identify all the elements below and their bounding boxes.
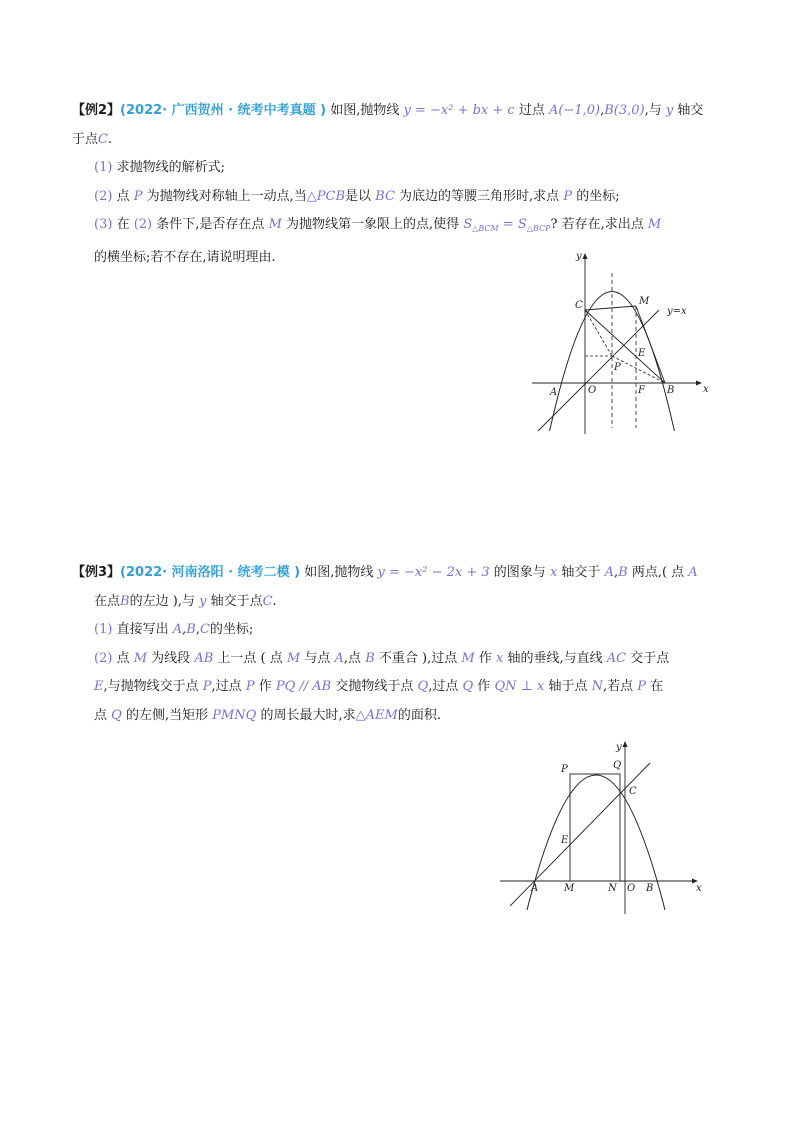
var-q: Q [111,707,122,723]
q-number: (2) [94,188,113,204]
text: 于点 [72,131,99,147]
ex2-q3 [72,211,724,244]
text: ,与 [644,103,662,118]
example-2 [72,97,724,272]
text: 在 [116,217,130,232]
x-axis-arrow [696,381,702,386]
label-b: B [646,883,654,894]
var-e: E [94,679,104,694]
text: 如图,抛物线 [330,103,400,118]
parabola [550,292,675,432]
q-number: (2) [94,650,113,666]
var-p: P [245,679,255,694]
ex3-q1 [72,616,724,645]
text: 轴的垂线,与直线 [507,650,603,666]
text: 上一点 ( 点 [217,650,283,666]
text: 作 [478,650,492,666]
var-a: A [172,622,183,637]
var-m: M [268,217,282,232]
label-e: E [561,835,569,846]
area-bcm [463,217,498,232]
text: 轴于点 [548,679,588,694]
ex2-line-1 [72,97,724,126]
parabola [527,775,665,910]
ex2-source: (2022· 广西贺州 · 统考中考真题 ) [120,103,327,118]
text: 为抛物线第一象限上的点,使得 [286,217,460,232]
ex3-q2-cont-1 [72,673,724,702]
qn-perp-x: QN ⊥ x [494,679,545,694]
label-c: C [575,300,583,311]
var-c: C [199,622,210,637]
y-axis-arrow [623,741,628,747]
text: S [463,217,473,232]
var-m: M [286,650,301,666]
pq-parallel-ab: PQ // AB [275,679,332,694]
point-b: B(3,0) [604,103,645,118]
text: 轴交于 [561,565,601,580]
q-number: (1) [94,622,113,637]
ex3-line-2 [72,588,724,617]
rect-pmnq [570,774,620,881]
text: ,过点 [211,679,242,694]
var-q: Q [462,679,474,694]
label-p: P [561,764,568,775]
q-number: (3) [94,217,113,232]
text: 如图,抛物线 [304,565,374,580]
tri-aem: △AEM [355,707,398,723]
text: 点 [116,650,130,666]
text: 轴交 [677,103,704,118]
text: S [517,217,527,232]
var-b: B [120,593,130,609]
text: 轴交于点 [210,593,263,609]
var-p: P [133,188,143,204]
var-x: x [549,565,558,580]
text: 不重合 ),过点 [378,650,458,666]
ex3-source: (2022· 河南洛阳 · 统考二模 ) [120,565,301,580]
label-o: O [588,385,597,396]
text: 过点 [518,103,545,118]
rect-pmnq: PMNQ [212,707,257,723]
example-3 [72,559,724,730]
var-b: B [186,622,196,637]
label-yx: y=x [667,306,687,317]
text: 直接写出 [116,622,169,637]
ex2-line-2 [72,126,724,155]
ex2-equation: y = −x² + bx + c [403,103,515,118]
text: 为抛物线对称轴上一动点,当 [146,188,307,204]
label-y: y [576,251,582,262]
text: 是以 [345,188,372,204]
text: 条件下,是否存在点 [156,217,265,232]
var-c: C [262,593,273,609]
text: 作 [477,679,491,694]
ex3-equation: y = −x² − 2x + 3 [377,565,490,580]
text: , [613,565,619,580]
q-ref: (2) [133,217,153,232]
text: ,若点 [602,679,634,694]
text: = [498,217,518,232]
text: 的左边 ),与 [129,593,195,609]
label-f: F [638,385,645,396]
text: 与点 [304,650,331,666]
ex3-line-1 [72,559,724,588]
text: 为线段 [151,650,191,666]
label-x: x [696,883,702,894]
var-p: P [637,679,647,694]
text: ,与抛物线交于点 [103,679,199,694]
text: ,过点 [428,679,459,694]
var-m: M [647,217,662,232]
text: △BCP [526,224,551,233]
seg-bc: BC [375,188,395,204]
var-n: N [591,679,603,694]
text: 点 [116,188,130,204]
label-a: A [531,883,539,894]
area-bcp [518,217,551,232]
text: 的坐标; [576,188,620,204]
text: 在 [650,679,664,694]
label-y: y [616,742,622,753]
var-a: A [604,565,614,580]
text: 交于点 [630,650,670,666]
ex2-q2 [72,183,724,212]
dashed-cp [585,310,612,356]
var-y: y [665,103,674,118]
ex3-q2-cont-2 [72,702,724,731]
seg-mb [636,306,665,383]
text: △BCM [472,224,499,233]
text: 求抛物线的解析式; [116,160,225,175]
var-c: C [98,131,108,147]
var-p: P [563,188,573,204]
label-q: Q [613,760,622,771]
ex2-tag: 【例2】 [72,103,121,118]
label-x: x [703,384,709,395]
text: 的面积. [397,707,441,723]
seg-ac: AC [606,650,627,666]
tri-pcb: △PCB [306,188,345,204]
var-q: Q [417,679,429,694]
var-p: P [202,679,212,694]
text: 为底边的等腰三角形时,求点 [399,188,560,204]
text: . [107,131,113,147]
text: 点 [94,707,108,723]
q-number: (1) [94,160,113,175]
label-n: N [608,883,617,894]
var-m: M [461,650,475,666]
label-b: B [667,385,675,396]
text: 在点 [94,593,121,609]
ex3-figure [498,738,708,916]
y-axis-arrow [583,253,588,259]
text: , [195,622,200,637]
label-m: M [564,883,575,894]
var-m: M [133,650,148,666]
ex3-q2 [72,645,724,674]
text: 交抛物线于点 [335,679,414,694]
ex2-figure [530,248,720,438]
var-a: A [334,650,344,666]
text: . [272,593,277,609]
label-p: P [614,362,621,373]
text: 的横坐标;若不存在,请说明理由. [94,249,276,265]
text: , [600,103,605,118]
var-x: x [495,650,504,666]
var-a: A [688,565,698,580]
text: 作 [258,679,272,694]
label-a: A [550,387,558,398]
var-y: y [199,593,207,609]
label-m: M [639,296,650,307]
point-a: A(−1,0) [549,103,601,118]
label-c: C [629,786,637,797]
text: , [182,622,187,637]
seg-cm [585,306,636,310]
ex3-tag: 【例3】 [72,565,121,580]
label-o: O [627,883,636,894]
text: 的左侧,当矩形 [125,707,209,723]
var-b: B [618,565,628,580]
text: 两点,( 点 [631,565,685,580]
text: 的坐标; [209,622,254,637]
text: ? 若存在,求出点 [550,217,644,232]
text: 的周长最大时,求 [260,707,356,723]
var-b: B [365,650,375,666]
label-e: E [638,348,646,359]
text: 的图象与 [493,565,546,580]
ex2-q1 [72,154,724,183]
seg-ab: AB [194,650,214,666]
text: ,点 [343,650,362,666]
